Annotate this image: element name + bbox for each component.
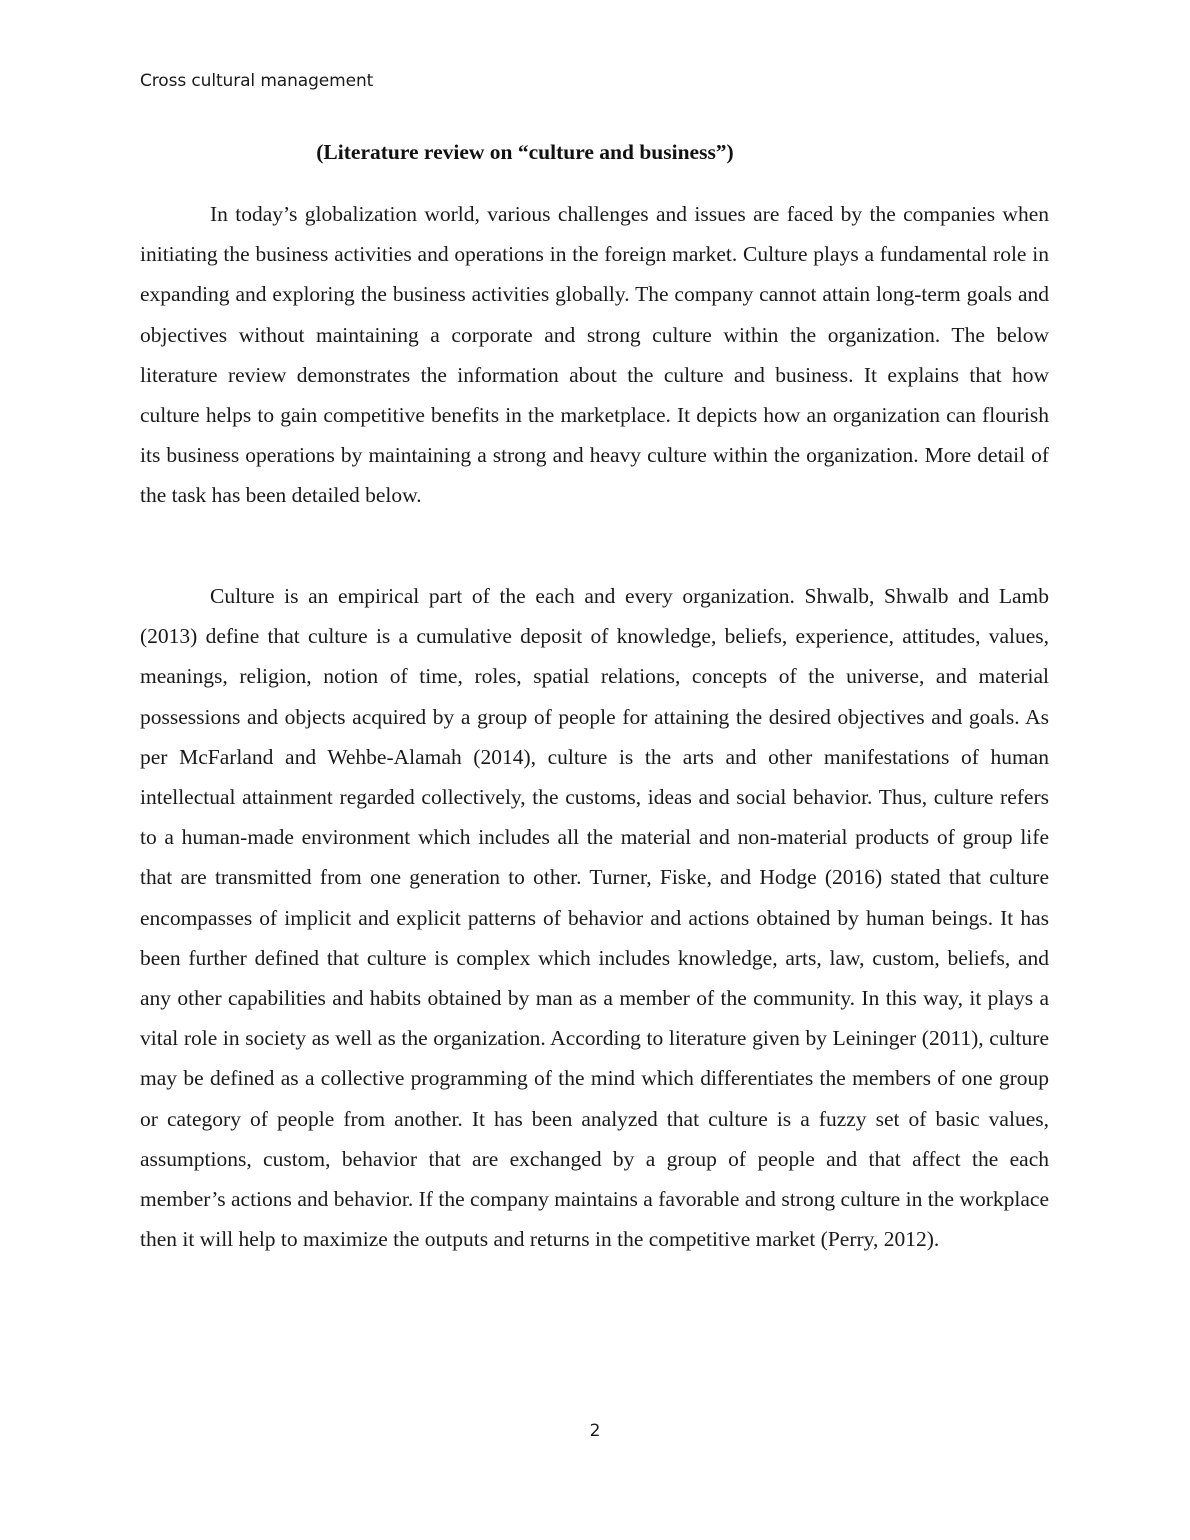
running-header: Cross cultural management (140, 71, 374, 91)
document-title: (Literature review on “culture and business”) (316, 140, 734, 164)
page-number: 2 (589, 1421, 601, 1441)
paragraph-introduction: In today’s globalization world, various challenges and issues are faced by the companies when initiating the business activities and operations in the foreign market. Culture plays a fundamental role in expanding and exploring the business activities globally. The company cannot attain long-term goals and objectives without maintaining a corporate and strong culture within the organization. The below literature review demonstrates the information about the culture and business. It explains that how culture helps to gain competitive benefits in the marketplace. It depicts how an organization can flourish its business operations by maintaining a strong and heavy culture within the organization. More detail of the task has been detailed below. (140, 202, 1049, 508)
paragraph-culture-definition: Culture is an empirical part of the each and every organization. Shwalb, Shwalb and Lamb (2013) define that culture is a cumulative deposit of knowledge, beliefs, experience, attitudes, values, meanings, religion, notion of time, roles, spatial relations, concepts of the universe, and material possessions and objects acquired by a group of people for attaining the desired objectives and goals. As per McFarland and Wehbe-Alamah (2014), culture is the arts and other manifestations of human intellectual attainment regarded collectively, the customs, ideas and social behavior. Thus, culture refers to a human-made environment which includes all the material and non-material products of group life that are transmitted from one generation to other. Turner, Fiske, and Hodge (2016) stated that culture encompasses of implicit and explicit patterns of behavior and actions obtained by human beings. It has been further defined that culture is complex which includes knowledge, arts, law, custom, beliefs, and any other capabilities and habits obtained by man as a member of the community. In this way, it plays a vital role in society as well as the organization. According to literature given by Leininger (2011), culture may be defined as a collective programming of the mind which differentiates the members of one group or category of people from another. It has been analyzed that culture is a fuzzy set of basic values, assumptions, custom, behavior that are exchanged by a group of people and that affect the each member’s actions and behavior. If the company maintains a favorable and strong culture in the workplace then it will help to maximize the outputs and returns in the competitive market (Perry, 2012). (140, 584, 1049, 1252)
